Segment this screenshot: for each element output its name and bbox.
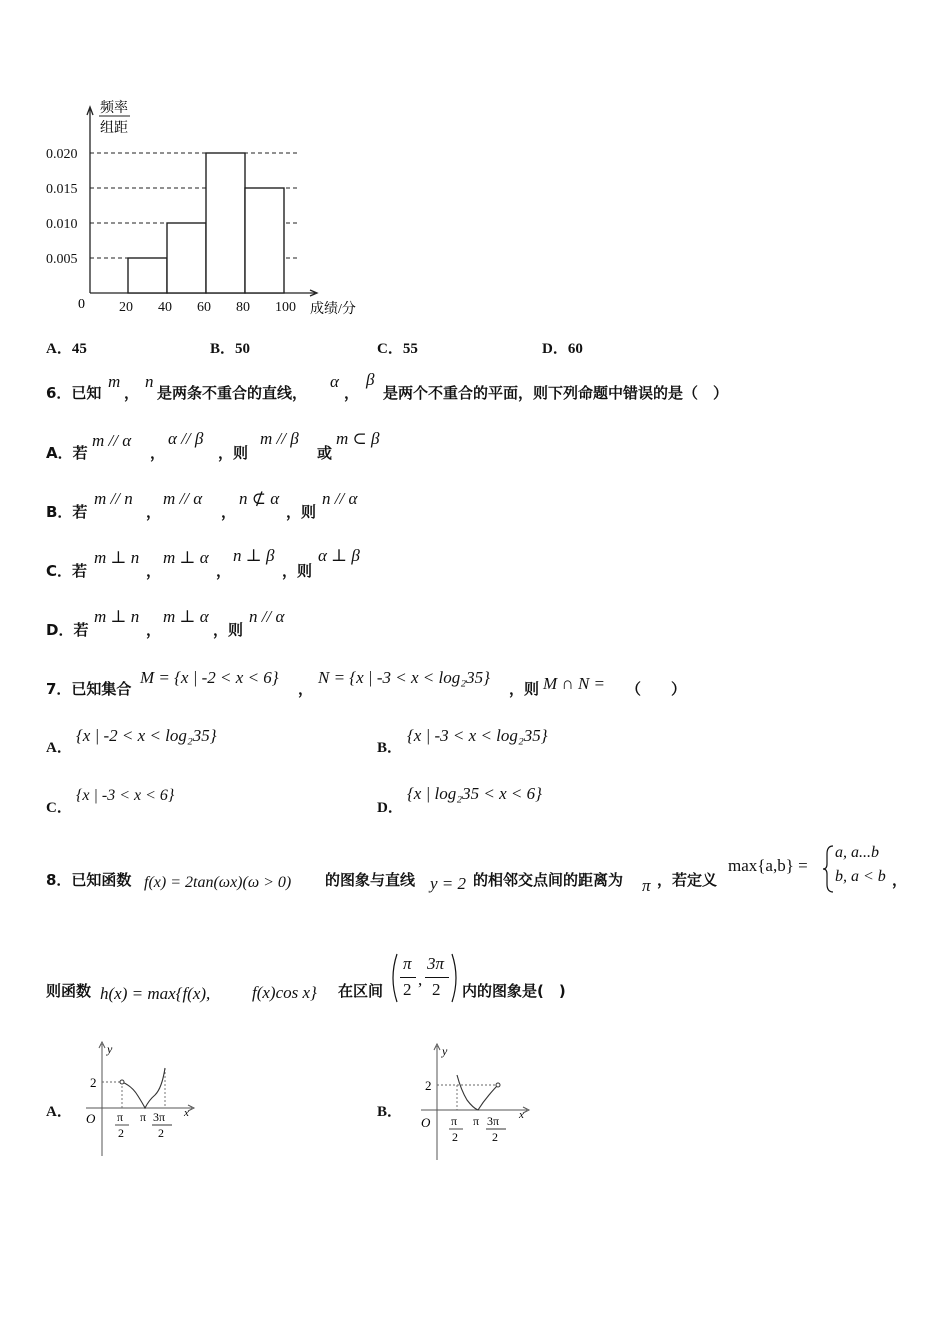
q8-a-three-pi-den: 2 xyxy=(158,1126,164,1140)
q8-text4: ， xyxy=(892,871,908,889)
q5-option-c[interactable] xyxy=(377,337,418,358)
q8-cases-brace xyxy=(823,844,835,894)
q8-interval-left-paren xyxy=(387,952,399,1004)
q6-c-then: ，则 xyxy=(282,562,313,580)
q5-option-a-value: 45 xyxy=(71,341,87,357)
q8-a-origin: O xyxy=(86,1111,96,1126)
q8-hx2: f(x)cos x} xyxy=(252,983,317,1002)
q8-b-three-pi-den: 2 xyxy=(492,1130,498,1144)
histogram-bar xyxy=(206,153,245,293)
q6-a-then: ，则 xyxy=(218,444,249,462)
q6-a-result2: m ⊂ β xyxy=(336,429,380,448)
q6-d-sep1: ， xyxy=(146,621,162,639)
q6-c-cond2: m ⊥ α xyxy=(163,548,209,567)
q6-comma1: ， xyxy=(124,384,140,402)
y-tick-label: 0.020 xyxy=(46,147,78,162)
q8-distance: π xyxy=(642,876,651,895)
q6-b-cond3: n ⊄ α xyxy=(239,489,280,508)
q8-function: f(x) = 2tan(ωx)(ω > 0) xyxy=(144,874,292,891)
q7-set-m: M = {x | -2 < x < 6} xyxy=(140,668,279,687)
x-tick-label: 20 xyxy=(119,300,133,315)
x-tick-label: 60 xyxy=(197,300,211,315)
q8-a-label: A． xyxy=(46,1104,72,1120)
q7-c-value: {x | -3 < x < 6} xyxy=(76,787,175,804)
q6-var-alpha: α xyxy=(330,372,339,391)
q6-b-cond1: m // n xyxy=(94,489,133,508)
y-tick-label: 0.015 xyxy=(46,182,78,197)
q5-option-b[interactable] xyxy=(210,337,250,358)
q6-b-cond2: m // α xyxy=(163,489,203,508)
y-axis-label-top: 频率 xyxy=(100,101,128,116)
q6-d-result: n // α xyxy=(249,607,285,626)
q8-interval-lo-den: 2 xyxy=(403,980,412,999)
q6-var-beta: β xyxy=(366,370,375,389)
q5-option-d[interactable] xyxy=(542,337,583,358)
q6-d-then: ，则 xyxy=(213,621,244,639)
q8-interval-hi-bar xyxy=(425,977,449,978)
q8-b-origin: O xyxy=(421,1115,431,1130)
q7-a-label: A． xyxy=(46,740,72,756)
q7-d-label: D． xyxy=(377,800,403,816)
q6-number: 6．已知 xyxy=(46,384,102,402)
q6-a-result1: m // β xyxy=(260,429,299,448)
q6-a-label: A．若 xyxy=(46,444,88,462)
q8-max-definition: max{a,b} = xyxy=(728,856,808,875)
histogram-bar xyxy=(245,188,284,293)
q8-stem-line2 xyxy=(46,952,646,1008)
q6-c-label: C．若 xyxy=(46,562,88,580)
q5-option-b-label: B． xyxy=(210,341,236,357)
q5-option-d-label: D． xyxy=(542,341,568,357)
frequency-histogram xyxy=(40,95,370,330)
q6-b-sep2: ， xyxy=(221,503,237,521)
x-tick-label: 80 xyxy=(236,300,250,315)
x-tick-label: 100 xyxy=(275,300,296,315)
q6-text2: 是两个不重合的平面，则下列命题中错误的是（ ） xyxy=(383,384,729,402)
q6-c-result: α ⊥ β xyxy=(318,546,360,565)
q5-option-a[interactable] xyxy=(46,337,87,358)
q8-interval-hi-num: 3π xyxy=(427,954,445,973)
histogram-bar xyxy=(128,258,167,293)
q6-d-cond1: m ⊥ n xyxy=(94,607,140,626)
q8-b-pi-half-num: π xyxy=(451,1114,458,1128)
q6-c-sep2: ， xyxy=(216,562,232,580)
q7-paren: （ ） xyxy=(626,680,687,698)
q5-option-c-value: 55 xyxy=(402,341,418,357)
q7-number: 7．已知集合 xyxy=(46,680,132,698)
q8-option-b[interactable] xyxy=(377,1040,547,1170)
q6-option-a[interactable] xyxy=(46,428,446,460)
q6-d-label: D．若 xyxy=(46,621,89,639)
q7-option-b[interactable] xyxy=(377,722,677,754)
q6-option-d[interactable] xyxy=(46,605,446,637)
q6-option-b[interactable] xyxy=(46,487,446,519)
q8-text3: ，若定义 xyxy=(657,871,718,889)
q6-a-sep1: ， xyxy=(150,444,166,462)
q5-option-c-label: C． xyxy=(377,341,403,357)
q8-b-x-label: x xyxy=(519,1109,524,1121)
y-tick-label: 0.005 xyxy=(46,252,78,267)
q6-a-cond2: α // β xyxy=(168,429,204,448)
q8-a-pi: π xyxy=(140,1110,147,1124)
q6-var-m: m xyxy=(108,372,121,391)
q6-b-then: ，则 xyxy=(286,503,317,521)
q8-a-three-pi-num: 3π xyxy=(153,1110,166,1124)
q8-a-pi-half-den: 2 xyxy=(118,1126,124,1140)
q8-b-three-pi-num: 3π xyxy=(487,1114,500,1128)
q7-expr: M ∩ N = xyxy=(543,674,605,693)
q5-option-b-value: 50 xyxy=(235,341,251,357)
x-tick-label: 40 xyxy=(158,300,172,315)
q6-a-cond1: m // α xyxy=(92,431,132,450)
q6-option-c[interactable] xyxy=(46,546,446,578)
q7-option-c[interactable] xyxy=(46,782,346,814)
q8-b-tick-2: 2 xyxy=(425,1078,432,1093)
q6-text1: 是两条不重合的直线， xyxy=(157,384,308,402)
q7-then: ，则 xyxy=(509,680,540,698)
q8-text6: 在区间 xyxy=(338,982,384,1000)
q7-c-label: C． xyxy=(46,800,72,816)
y-tick-label: 0.010 xyxy=(46,217,78,232)
q5-option-d-value: 60 xyxy=(567,341,583,357)
x-axis-label: 成绩/分 xyxy=(310,302,356,317)
q6-var-n: n xyxy=(145,372,154,391)
q8-interval-lo-num: π xyxy=(403,954,412,973)
q8-case2: b, a < b xyxy=(835,868,886,885)
q8-text1: 的图象与直线 xyxy=(325,871,416,889)
q8-text2: 的相邻交点间的距离为 xyxy=(473,871,624,889)
q8-a-y-label: y xyxy=(107,1042,113,1056)
q8-a-graph xyxy=(76,1038,216,1163)
q8-a-tick-2: 2 xyxy=(90,1075,97,1090)
q7-option-d[interactable] xyxy=(377,782,677,814)
q8-a-pi-half-num: π xyxy=(117,1110,124,1124)
q8-text5: 则函数 xyxy=(46,982,92,1000)
q6-c-cond1: m ⊥ n xyxy=(94,548,140,567)
q8-b-graph xyxy=(407,1040,547,1165)
q8-stem-line1 xyxy=(46,840,916,896)
q7-set-n: N = {x | -3 < x < log₂35} xyxy=(318,668,490,687)
q8-text7: 内的图象是( ) xyxy=(462,982,566,1000)
q8-case1: a, a...b xyxy=(835,844,879,861)
y-axis-label-bottom: 组距 xyxy=(100,121,128,136)
q6-b-result: n // α xyxy=(322,489,358,508)
q6-b-label: B．若 xyxy=(46,503,88,521)
q6-a-or: 或 xyxy=(317,444,333,462)
q6-d-cond2: m ⊥ α xyxy=(163,607,209,626)
q8-number: 8．已知函数 xyxy=(46,871,132,889)
q8-b-label: B． xyxy=(377,1104,403,1120)
q8-line: y = 2 xyxy=(430,874,467,893)
q8-option-a[interactable] xyxy=(46,1038,216,1168)
q8-interval-right-paren xyxy=(450,952,462,1004)
q8-hx: h(x) = max{f(x), xyxy=(100,984,211,1003)
q7-b-value: {x | -3 < x < log₂35} xyxy=(407,726,548,745)
q7-sep: ， xyxy=(298,680,314,698)
q7-stem xyxy=(46,664,746,698)
q6-c-cond3: n ⊥ β xyxy=(233,546,275,565)
q7-option-a[interactable] xyxy=(46,722,346,754)
q8-b-pi-half-den: 2 xyxy=(452,1130,458,1144)
q8-a-x-label: x xyxy=(184,1107,189,1119)
q8-b-pi: π xyxy=(473,1114,480,1128)
q5-option-a-label: A． xyxy=(46,341,72,357)
q7-a-value: {x | -2 < x < log₂35} xyxy=(76,726,217,745)
q8-interval-lo-bar xyxy=(400,977,416,978)
q6-b-sep1: ， xyxy=(146,503,162,521)
q7-d-value: {x | log₂35 < x < 6} xyxy=(407,784,542,803)
q8-interval-hi-den: 2 xyxy=(432,980,441,999)
histogram-bar xyxy=(167,223,206,293)
q7-b-label: B． xyxy=(377,740,403,756)
q8-interval-comma: , xyxy=(418,970,423,989)
q6-comma2: ， xyxy=(344,384,360,402)
origin-label: 0 xyxy=(78,297,85,312)
q8-b-y-label: y xyxy=(442,1044,448,1058)
q6-c-sep1: ， xyxy=(146,562,162,580)
